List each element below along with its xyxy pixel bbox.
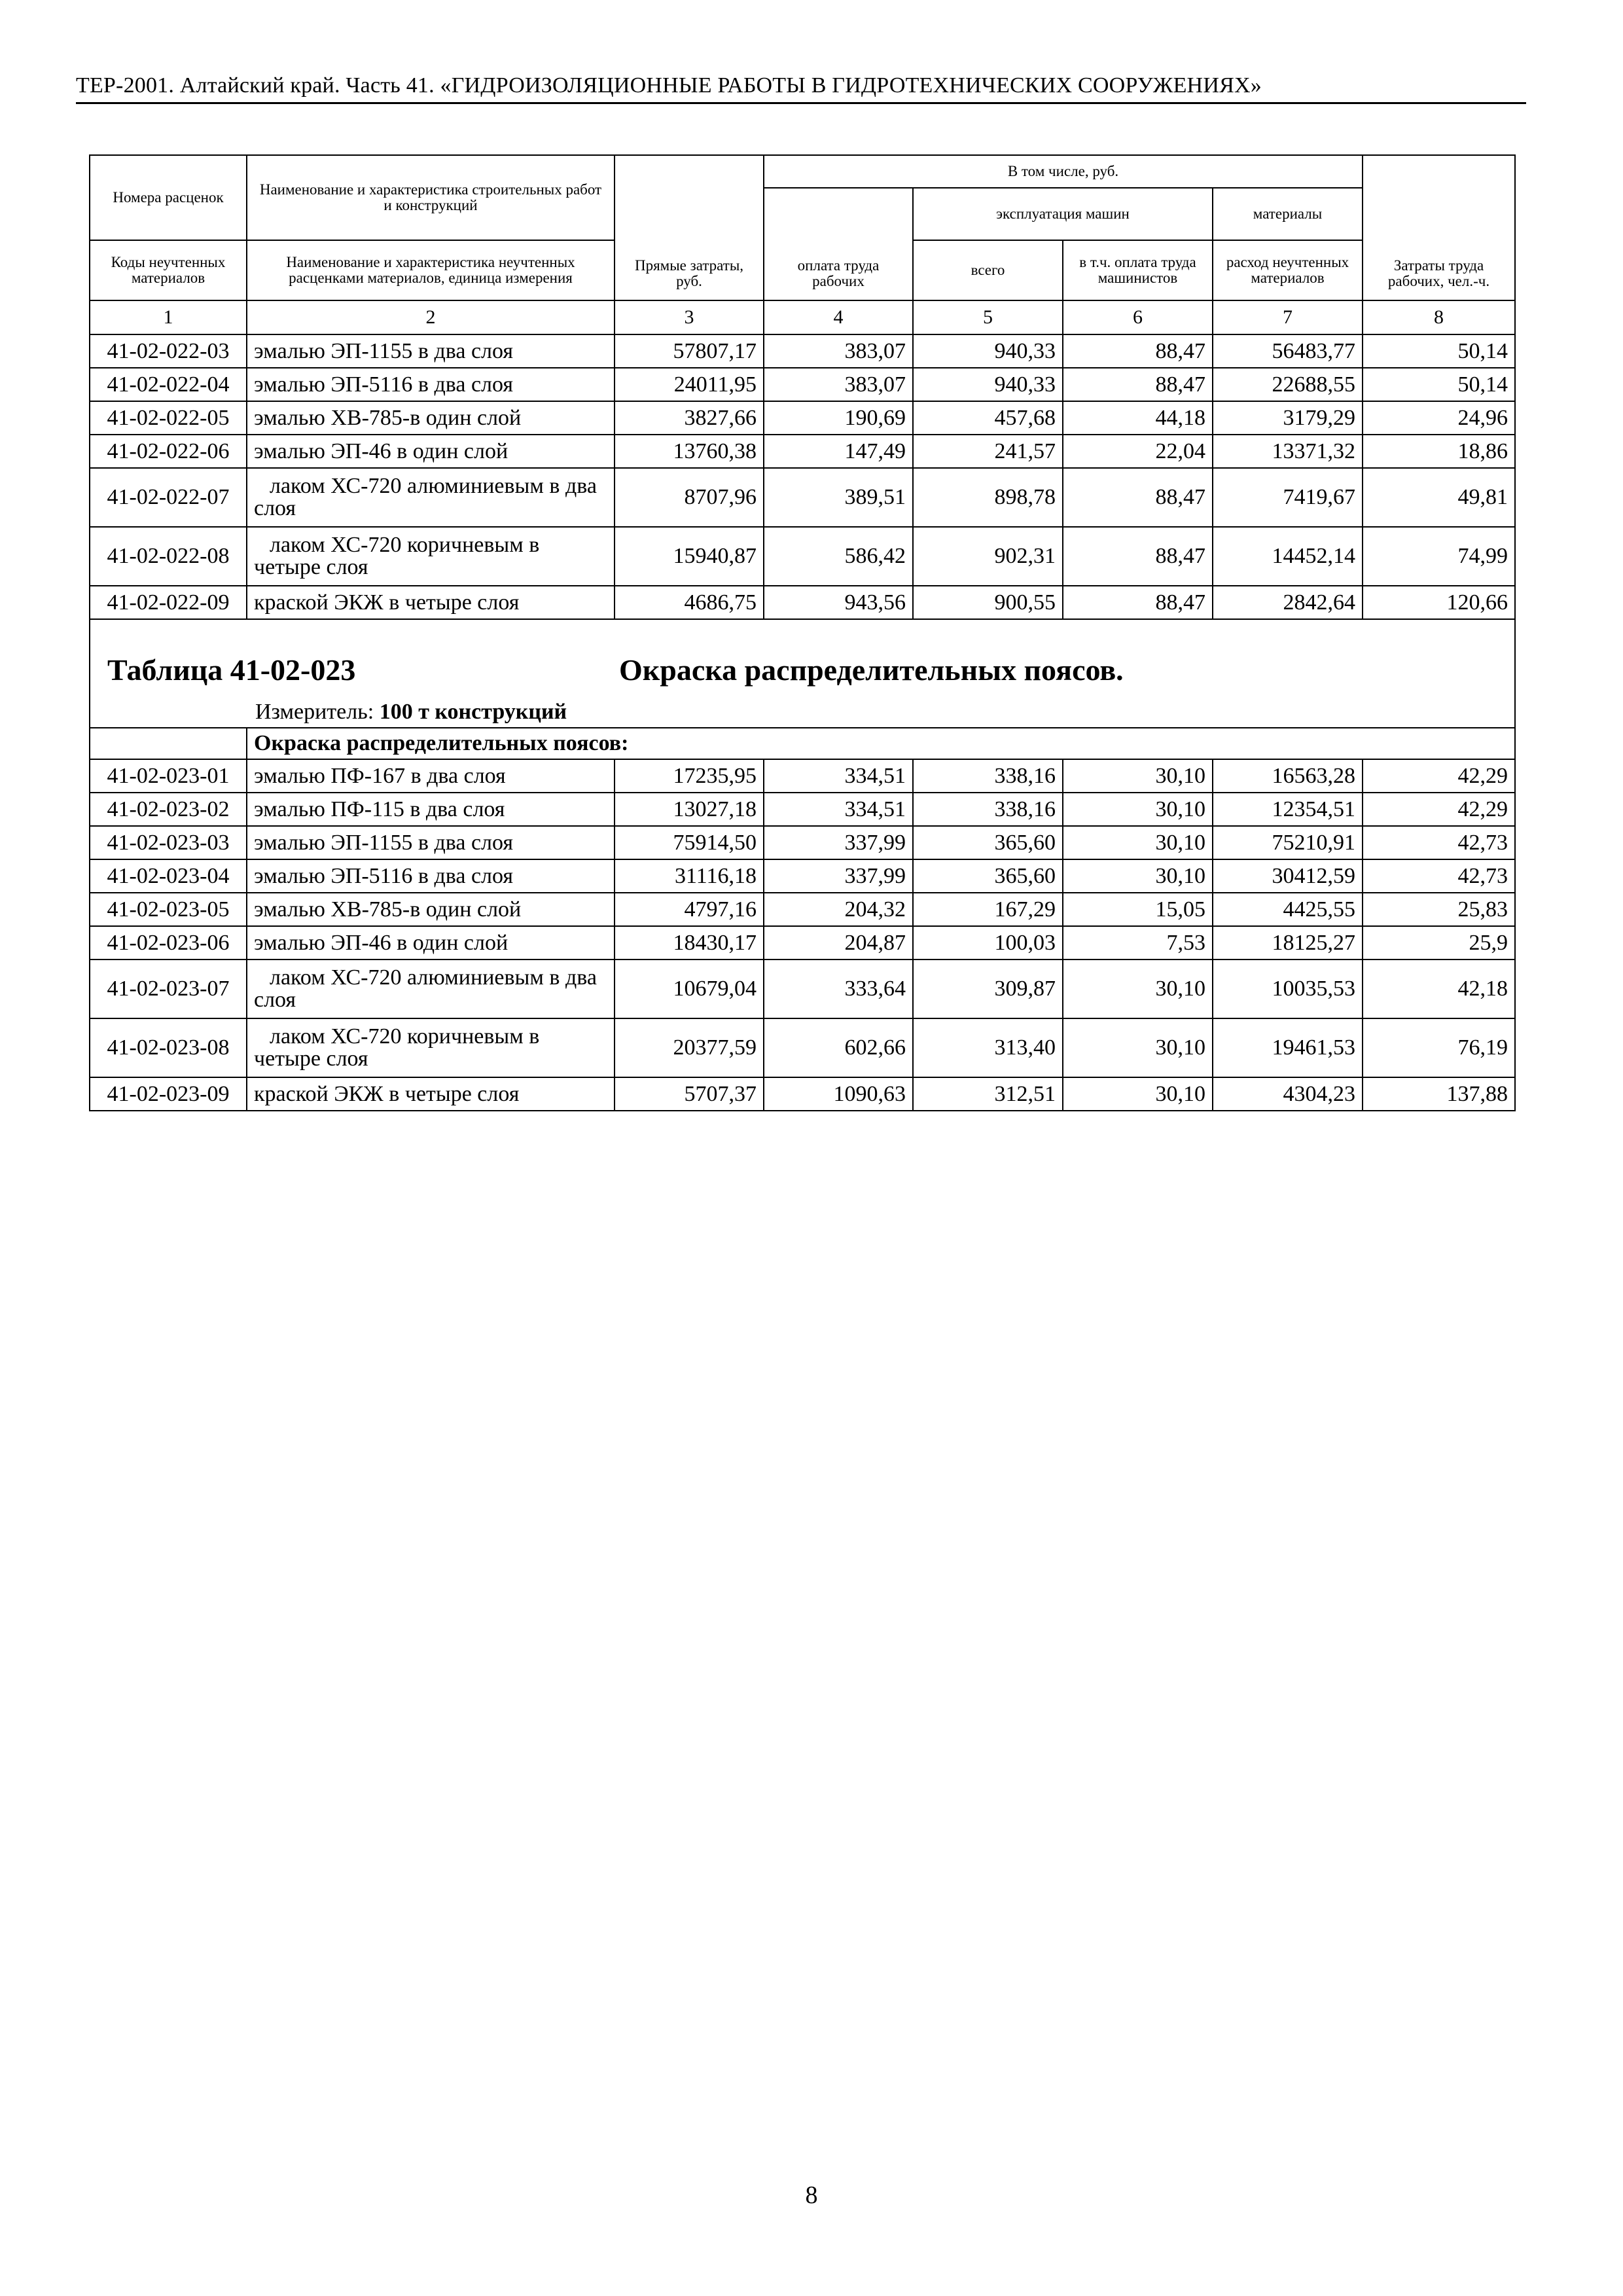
table-row	[90, 468, 1515, 527]
labor-pay: 1090,63	[764, 1077, 913, 1111]
column-header-codes-bottom: Коды неучтенных материалов	[90, 240, 247, 300]
labor-cost: 24,96	[1363, 401, 1515, 435]
work-name: эмалью ЭП-5116 в два слоя	[247, 859, 615, 893]
materials: 7419,67	[1213, 468, 1363, 527]
work-name: краской ЭКЖ в четыре слоя	[247, 586, 615, 619]
machines-total: 457,68	[913, 401, 1063, 435]
direct-costs: 4797,16	[615, 893, 764, 926]
column-number: 2	[247, 300, 615, 334]
rate-code: 41-02-022-06	[90, 435, 247, 468]
table-row	[90, 368, 1515, 401]
table-row	[90, 793, 1515, 826]
rate-code: 41-02-023-01	[90, 759, 247, 793]
work-name: эмалью ЭП-1155 в два слоя	[247, 334, 615, 368]
machines-total: 898,78	[913, 468, 1063, 527]
labor-pay: 204,32	[764, 893, 913, 926]
materials: 10035,53	[1213, 960, 1363, 1018]
work-name: эмалью ПФ-167 в два слоя	[247, 759, 615, 793]
labor-cost: 42,73	[1363, 859, 1515, 893]
column-header-machines-total: всего	[913, 240, 1063, 300]
labor-cost: 74,99	[1363, 527, 1515, 586]
work-name: лаком ХС-720 коричневым в четыре слоя	[247, 527, 615, 586]
machines-total: 309,87	[913, 960, 1063, 1018]
column-header-codes-top: Номера расценок	[90, 155, 247, 240]
measure-value: 100 т конструкций	[379, 700, 567, 724]
materials: 3179,29	[1213, 401, 1363, 435]
work-name: краской ЭКЖ в четыре слоя	[247, 1077, 615, 1111]
direct-costs: 13027,18	[615, 793, 764, 826]
column-number: 6	[1063, 300, 1213, 334]
direct-costs: 15940,87	[615, 527, 764, 586]
machines-total: 940,33	[913, 368, 1063, 401]
materials: 14452,14	[1213, 527, 1363, 586]
column-header-machines: эксплуатация машин	[913, 188, 1213, 240]
table-row	[90, 826, 1515, 859]
machines-operators: 88,47	[1063, 527, 1213, 586]
labor-cost: 42,29	[1363, 793, 1515, 826]
work-name: лаком ХС-720 коричневым в четыре слоя	[247, 1018, 615, 1077]
machines-total: 365,60	[913, 826, 1063, 859]
table-row	[90, 893, 1515, 926]
work-name: эмалью ЭП-1155 в два слоя	[247, 826, 615, 859]
direct-costs: 31116,18	[615, 859, 764, 893]
labor-pay: 147,49	[764, 435, 913, 468]
table-row	[90, 527, 1515, 586]
labor-pay: 383,07	[764, 368, 913, 401]
machines-total: 940,33	[913, 334, 1063, 368]
table-title	[107, 653, 1508, 687]
rate-code: 41-02-022-08	[90, 527, 247, 586]
labor-cost: 50,14	[1363, 368, 1515, 401]
materials: 75210,91	[1213, 826, 1363, 859]
table-row	[90, 960, 1515, 1018]
running-header: ТЕР-2001. Алтайский край. Часть 41. «ГИДРОИЗОЛЯЦИОННЫЕ РАБОТЫ В ГИДРОТЕХНИЧЕСКИХ СООРУЖЕНИЯХ»	[76, 73, 1526, 104]
section-title: Окраска распределительных поясов:	[247, 728, 1515, 759]
materials: 4425,55	[1213, 893, 1363, 926]
column-number-row	[90, 300, 1515, 334]
column-number: 8	[1363, 300, 1515, 334]
column-header-materials: материалы	[1213, 188, 1363, 240]
materials: 19461,53	[1213, 1018, 1363, 1077]
table-row	[90, 435, 1515, 468]
materials: 22688,55	[1213, 368, 1363, 401]
labor-cost: 50,14	[1363, 334, 1515, 368]
measure-row	[90, 697, 1515, 728]
work-name: эмалью ХВ-785-в один слой	[247, 893, 615, 926]
labor-cost: 18,86	[1363, 435, 1515, 468]
machines-operators: 22,04	[1063, 435, 1213, 468]
materials: 16563,28	[1213, 759, 1363, 793]
table-row	[90, 1018, 1515, 1077]
direct-costs: 10679,04	[615, 960, 764, 1018]
column-number: 5	[913, 300, 1063, 334]
table-caption: Окраска распределительных поясов.	[619, 653, 1124, 687]
labor-pay: 337,99	[764, 859, 913, 893]
table-row	[90, 401, 1515, 435]
machines-total: 902,31	[913, 527, 1063, 586]
machines-operators: 44,18	[1063, 401, 1213, 435]
direct-costs: 13760,38	[615, 435, 764, 468]
labor-cost: 76,19	[1363, 1018, 1515, 1077]
rate-code: 41-02-022-07	[90, 468, 247, 527]
machines-operators: 30,10	[1063, 1077, 1213, 1111]
labor-pay: 334,51	[764, 793, 913, 826]
machines-total: 365,60	[913, 859, 1063, 893]
direct-costs: 3827,66	[615, 401, 764, 435]
work-name: эмалью ПФ-115 в два слоя	[247, 793, 615, 826]
column-header-direct-costs: Прямые затраты, руб.	[615, 155, 764, 300]
labor-cost: 25,83	[1363, 893, 1515, 926]
rate-code: 41-02-022-04	[90, 368, 247, 401]
machines-total: 100,03	[913, 926, 1063, 960]
column-header-labor-pay: оплата труда рабочих	[764, 188, 913, 300]
machines-total: 900,55	[913, 586, 1063, 619]
materials: 2842,64	[1213, 586, 1363, 619]
machines-operators: 88,47	[1063, 468, 1213, 527]
machines-total: 313,40	[913, 1018, 1063, 1077]
work-name: эмалью ЭП-5116 в два слоя	[247, 368, 615, 401]
labor-cost: 25,9	[1363, 926, 1515, 960]
labor-pay: 334,51	[764, 759, 913, 793]
labor-pay: 190,69	[764, 401, 913, 435]
machines-total: 312,51	[913, 1077, 1063, 1111]
column-number: 3	[615, 300, 764, 334]
labor-cost: 49,81	[1363, 468, 1515, 527]
table-row	[90, 859, 1515, 893]
machines-operators: 88,47	[1063, 334, 1213, 368]
direct-costs: 4686,75	[615, 586, 764, 619]
machines-operators: 88,47	[1063, 368, 1213, 401]
column-header-name-bottom: Наименование и характеристика неучтенных расценками материалов, единица измерения	[247, 240, 615, 300]
machines-total: 167,29	[913, 893, 1063, 926]
materials: 18125,27	[1213, 926, 1363, 960]
materials: 30412,59	[1213, 859, 1363, 893]
column-header-including: В том числе, руб.	[764, 155, 1363, 188]
labor-pay: 383,07	[764, 334, 913, 368]
materials: 56483,77	[1213, 334, 1363, 368]
direct-costs: 20377,59	[615, 1018, 764, 1077]
machines-operators: 30,10	[1063, 960, 1213, 1018]
rate-code: 41-02-023-09	[90, 1077, 247, 1111]
table-row	[90, 334, 1515, 368]
materials: 13371,32	[1213, 435, 1363, 468]
direct-costs: 24011,95	[615, 368, 764, 401]
labor-pay: 586,42	[764, 527, 913, 586]
column-header-name-top: Наименование и характеристика строительных работ и конструкций	[247, 155, 615, 240]
direct-costs: 57807,17	[615, 334, 764, 368]
rate-code: 41-02-023-08	[90, 1018, 247, 1077]
labor-cost: 42,18	[1363, 960, 1515, 1018]
table-id: Таблица 41-02-023	[107, 653, 356, 687]
column-header-labor-cost: Затраты труда рабочих, чел.-ч.	[1363, 155, 1515, 300]
labor-cost: 120,66	[1363, 586, 1515, 619]
materials: 4304,23	[1213, 1077, 1363, 1111]
labor-pay: 333,64	[764, 960, 913, 1018]
section-row	[90, 728, 1515, 759]
machines-operators: 30,10	[1063, 859, 1213, 893]
table-row	[90, 759, 1515, 793]
page-number: 8	[805, 2181, 818, 2209]
column-number: 1	[90, 300, 247, 334]
machines-operators: 88,47	[1063, 586, 1213, 619]
direct-costs: 8707,96	[615, 468, 764, 527]
rate-code: 41-02-023-04	[90, 859, 247, 893]
work-name: эмалью ЭП-46 в один слой	[247, 926, 615, 960]
column-header-materials-unaccounted: расход неучтенных материалов	[1213, 240, 1363, 300]
measure-label: Измеритель:	[255, 700, 374, 724]
table-row	[90, 926, 1515, 960]
rate-code: 41-02-022-09	[90, 586, 247, 619]
work-name: лаком ХС-720 алюминиевым в два слоя	[247, 468, 615, 527]
machines-operators: 30,10	[1063, 759, 1213, 793]
rate-code: 41-02-023-02	[90, 793, 247, 826]
labor-pay: 204,87	[764, 926, 913, 960]
machines-total: 241,57	[913, 435, 1063, 468]
labor-pay: 337,99	[764, 826, 913, 859]
labor-pay: 943,56	[764, 586, 913, 619]
machines-total: 338,16	[913, 793, 1063, 826]
labor-cost: 42,73	[1363, 826, 1515, 859]
direct-costs: 17235,95	[615, 759, 764, 793]
machines-operators: 15,05	[1063, 893, 1213, 926]
rate-code: 41-02-023-07	[90, 960, 247, 1018]
labor-pay: 389,51	[764, 468, 913, 527]
direct-costs: 75914,50	[615, 826, 764, 859]
direct-costs: 18430,17	[615, 926, 764, 960]
table-row	[90, 586, 1515, 619]
column-number: 7	[1213, 300, 1363, 334]
labor-cost: 137,88	[1363, 1077, 1515, 1111]
work-name: лаком ХС-720 алюминиевым в два слоя	[247, 960, 615, 1018]
rate-code: 41-02-023-06	[90, 926, 247, 960]
rate-code: 41-02-023-05	[90, 893, 247, 926]
column-number: 4	[764, 300, 913, 334]
table-row	[90, 1077, 1515, 1111]
rate-code: 41-02-022-05	[90, 401, 247, 435]
work-name: эмалью ХВ-785-в один слой	[247, 401, 615, 435]
machines-operators: 7,53	[1063, 926, 1213, 960]
column-header-machines-operators: в т.ч. оплата труда машинистов	[1063, 240, 1213, 300]
labor-pay: 602,66	[764, 1018, 913, 1077]
machines-total: 338,16	[913, 759, 1063, 793]
machines-operators: 30,10	[1063, 1018, 1213, 1077]
labor-cost: 42,29	[1363, 759, 1515, 793]
materials: 12354,51	[1213, 793, 1363, 826]
rate-code: 41-02-022-03	[90, 334, 247, 368]
rate-code: 41-02-023-03	[90, 826, 247, 859]
rates-table	[89, 154, 1516, 1111]
machines-operators: 30,10	[1063, 826, 1213, 859]
machines-operators: 30,10	[1063, 793, 1213, 826]
work-name: эмалью ЭП-46 в один слой	[247, 435, 615, 468]
table-heading-row	[90, 619, 1515, 697]
direct-costs: 5707,37	[615, 1077, 764, 1111]
